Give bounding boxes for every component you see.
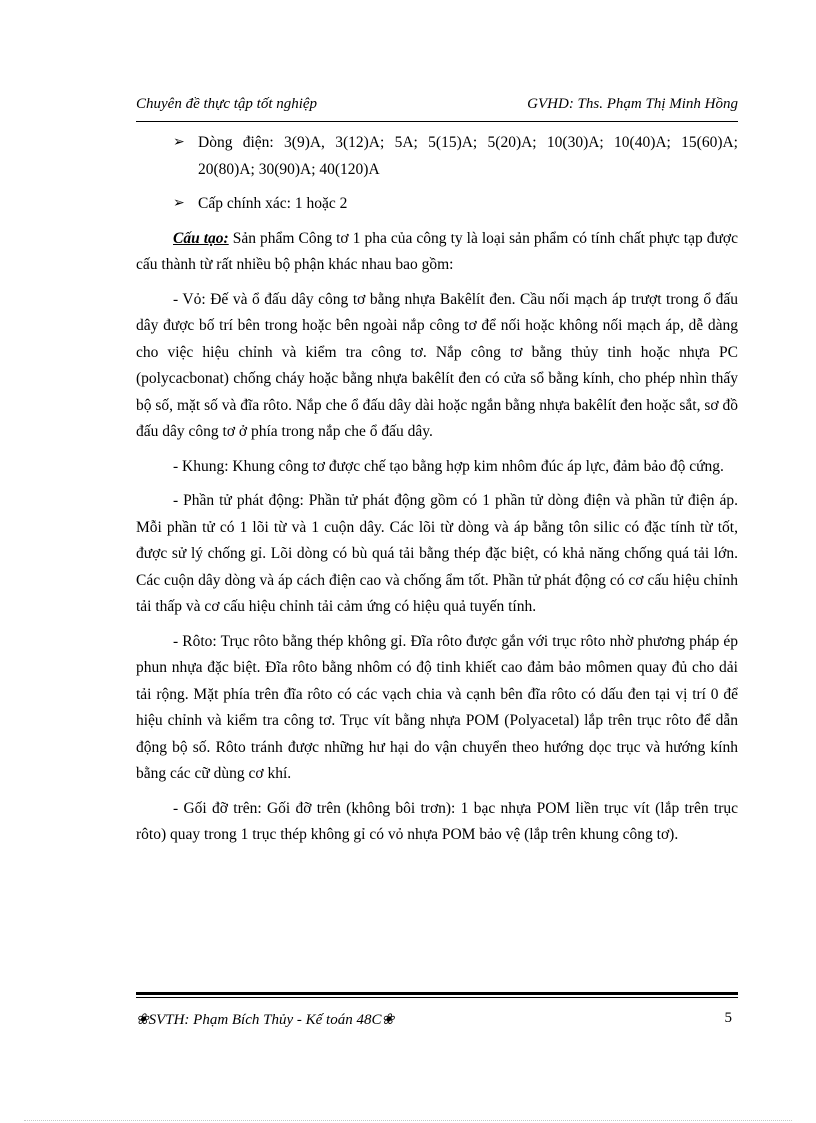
arrow-bullet-icon: ➢: [173, 135, 185, 150]
paragraph-cover: - Vỏ: Đế và ổ đấu dây công tơ bằng nhựa Bakêlít đen. Cầu nối mạch áp trượt trong ổ đấu dây được bố trí bên trong hoặc bên ngoài nắp công tơ để nối hoặc không nối mạch áp, dễ dàng cho việc hiệu chỉnh và kiểm tra công tơ. Nắp công tơ bằng thủy tinh hoặc nhựa PC (polycacbonat) chống cháy hoặc bằng nhựa bakêlít đen có cửa sổ bằng kính, cho phép nhìn thấy bộ số, mặt số và đĩa rôto. Nắp che ổ đấu dây dài hoặc ngắn bằng nhựa bakêlít đen hoặc sắt, sơ đồ đấu dây công tơ ở phía trong nắp che ổ đấu dây.: [136, 290, 738, 440]
paragraph-drive-element: - Phần tử phát động: Phần tử phát động gồm có 1 phần tử dòng điện và phần tử điện áp. Mỗi phần tử có 1 lõi từ và 1 cuộn dây. Các lõi từ dòng và áp bằng tôn silic có đặc tính từ tốt, được sử lý chống gỉ. Lõi dòng có bù quá tải bằng thép đặc biệt, có khả năng chống quá tải lớn. Các cuộn dây dòng và áp cách điện cao và chống ẩm tốt. Phần tử phát động có cơ cấu hiệu chỉnh tải thấp và cơ cấu hiệu chỉnh tải cảm ứng có hiệu quả tuyến tính.: [136, 492, 738, 615]
bullet-text: Cấp chính xác: 1 hoặc 2: [198, 195, 348, 212]
page-header: [136, 96, 738, 118]
page-number: 5: [724, 1010, 732, 1026]
structure-text: Sản phẩm Công tơ 1 pha của công ty là loại sản phẩm có tính chất phực tạp được cấu thành từ rất nhiều bộ phận khác nhau bao gồm:: [136, 229, 738, 273]
footer-author: ❀SVTH: Phạm Bích Thủy - Kế toán 48C❀: [136, 1012, 395, 1028]
page-bottom-divider: [24, 1120, 792, 1121]
page-body: [136, 130, 738, 857]
header-rule: [136, 121, 738, 122]
header-right-text: GVHD: Ths. Phạm Thị Minh Hồng: [527, 96, 738, 112]
bullet-text: Dòng điện: 3(9)A, 3(12)A; 5A; 5(15)A; 5(20)A; 10(30)A; 10(40)A; 15(60)A; 20(80)A; 30(90)A; 40(120)A: [198, 134, 738, 178]
structure-term: Cấu tạo:: [173, 229, 229, 247]
bullet-accuracy: [136, 191, 738, 218]
bullet-current: [136, 130, 738, 183]
structure-paragraph: [136, 226, 738, 279]
header-left-text: Chuyên đề thực tập tốt nghiệp: [136, 96, 318, 112]
arrow-bullet-icon: ➢: [173, 196, 185, 211]
paragraph-frame: - Khung: Khung công tơ được chế tạo bằng hợp kim nhôm đúc áp lực, đảm bảo độ cứng.: [173, 457, 724, 475]
page-footer: [136, 1010, 738, 1032]
footer-rule: [136, 992, 738, 998]
paragraph-rotor: - Rôto: Trục rôto bằng thép không gỉ. Đĩa rôto được gắn với trục rôto nhờ phương pháp ép phun nhựa đặc biệt. Đĩa rôto bằng nhôm có độ tinh khiết cao đảm bảo mômen quay đủ cho dải tải rộng. Mặt phía trên đĩa rôto có các vạch chia và cạnh bên đĩa rôto có dấu đen tại vị trí 0 để hiệu chỉnh và kiểm tra công tơ. Trục vít bằng nhựa POM (Polyacetal) lắp trên trục rôto để dẫn động bộ số. Rôto tránh được những hư hại do vận chuyển theo hướng dọc trục và hướng kính bằng các cữ dùng cơ khí.: [136, 632, 738, 782]
paragraph-upper-bearing: - Gối đỡ trên: Gối đỡ trên (không bôi trơn): 1 bạc nhựa POM liền trục vít (lắp trên trục rôto) quay trong 1 trục thép không gỉ có vỏ nhựa POM bảo vệ (lắp trên khung công tơ).: [136, 799, 738, 843]
